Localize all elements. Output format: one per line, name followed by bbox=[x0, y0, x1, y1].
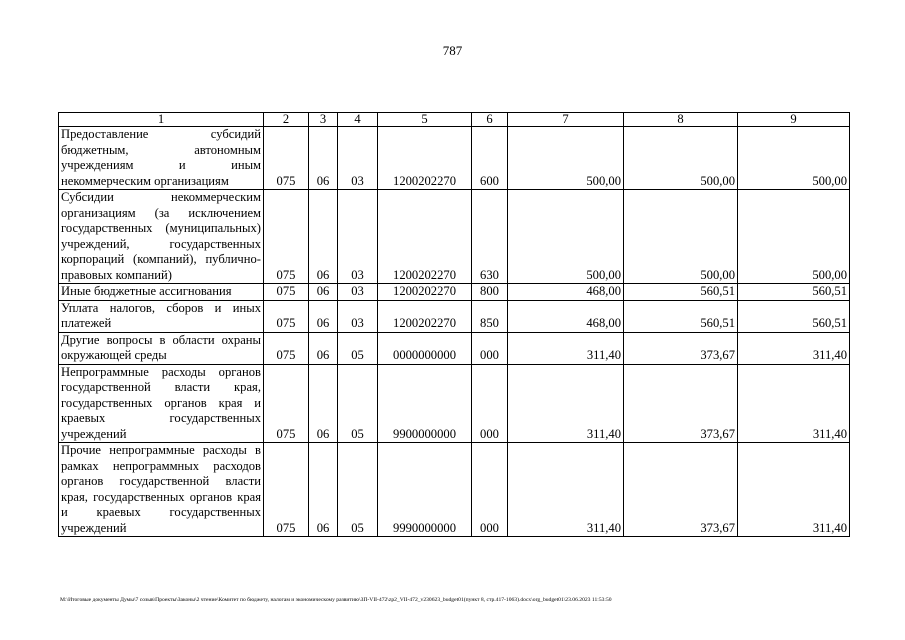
table-row bbox=[59, 364, 850, 443]
cell-col5: 1200202270 bbox=[378, 190, 472, 284]
cell-col2: 075 bbox=[264, 127, 309, 190]
cell-col9: 500,00 bbox=[738, 190, 850, 284]
cell-col9: 560,51 bbox=[738, 284, 850, 301]
row-name: Предоставление субсидий бюджетным, автономным учреждениям и иным некоммерческим организациям bbox=[59, 127, 264, 190]
cell-col3: 06 bbox=[309, 127, 338, 190]
row-name: Иные бюджетные ассигнования bbox=[59, 284, 264, 301]
cell-col4: 05 bbox=[338, 332, 378, 364]
cell-col5: 1200202270 bbox=[378, 300, 472, 332]
cell-col8: 500,00 bbox=[624, 190, 738, 284]
cell-col5: 0000000000 bbox=[378, 332, 472, 364]
row-name: Другие вопросы в области охраны окружающей среды bbox=[59, 332, 264, 364]
column-header: 2 bbox=[264, 113, 309, 127]
cell-col8: 373,67 bbox=[624, 443, 738, 537]
cell-col9: 311,40 bbox=[738, 364, 850, 443]
table-row bbox=[59, 443, 850, 537]
cell-col9: 311,40 bbox=[738, 443, 850, 537]
cell-col3: 06 bbox=[309, 190, 338, 284]
cell-col7: 311,40 bbox=[508, 364, 624, 443]
cell-col7: 500,00 bbox=[508, 190, 624, 284]
cell-col2: 075 bbox=[264, 364, 309, 443]
cell-col8: 560,51 bbox=[624, 300, 738, 332]
column-header: 3 bbox=[309, 113, 338, 127]
column-header: 4 bbox=[338, 113, 378, 127]
cell-col8: 373,67 bbox=[624, 364, 738, 443]
cell-col3: 06 bbox=[309, 443, 338, 537]
cell-col6: 800 bbox=[472, 284, 508, 301]
cell-col3: 06 bbox=[309, 332, 338, 364]
column-header: 9 bbox=[738, 113, 850, 127]
cell-col8: 500,00 bbox=[624, 127, 738, 190]
column-header: 8 bbox=[624, 113, 738, 127]
column-header: 1 bbox=[59, 113, 264, 127]
cell-col4: 03 bbox=[338, 300, 378, 332]
column-header: 6 bbox=[472, 113, 508, 127]
cell-col9: 311,40 bbox=[738, 332, 850, 364]
cell-col4: 05 bbox=[338, 364, 378, 443]
table-row bbox=[59, 300, 850, 332]
cell-col2: 075 bbox=[264, 284, 309, 301]
row-name: Непрограммные расходы органов государственной власти края, государственных органов края и краевых государственных учреждений bbox=[59, 364, 264, 443]
cell-col9: 500,00 bbox=[738, 127, 850, 190]
cell-col2: 075 bbox=[264, 300, 309, 332]
cell-col4: 03 bbox=[338, 284, 378, 301]
column-header: 5 bbox=[378, 113, 472, 127]
header-row bbox=[59, 113, 850, 127]
document-path-footer: M:\Итоговые документы Думы\7 созыв\Проекты\Законы\2 чтение\Комитет по бюджету, налогам и экономическому развитию\ЗП-VII-472\zp2_VII-472_v230623_budget01(пункт 8, стр.417-1063).docx\org_budget01\23.06.2023 11:53:50 bbox=[60, 597, 612, 603]
table-row bbox=[59, 127, 850, 190]
cell-col5: 9900000000 bbox=[378, 364, 472, 443]
cell-col8: 560,51 bbox=[624, 284, 738, 301]
cell-col7: 468,00 bbox=[508, 284, 624, 301]
cell-col4: 03 bbox=[338, 127, 378, 190]
cell-col3: 06 bbox=[309, 284, 338, 301]
cell-col6: 630 bbox=[472, 190, 508, 284]
row-name: Уплата налогов, сборов и иных платежей bbox=[59, 300, 264, 332]
cell-col2: 075 bbox=[264, 190, 309, 284]
table-row bbox=[59, 190, 850, 284]
cell-col3: 06 bbox=[309, 364, 338, 443]
table-row bbox=[59, 284, 850, 301]
cell-col2: 075 bbox=[264, 332, 309, 364]
cell-col3: 06 bbox=[309, 300, 338, 332]
cell-col4: 05 bbox=[338, 443, 378, 537]
cell-col8: 373,67 bbox=[624, 332, 738, 364]
cell-col2: 075 bbox=[264, 443, 309, 537]
cell-col5: 1200202270 bbox=[378, 284, 472, 301]
cell-col6: 000 bbox=[472, 443, 508, 537]
cell-col9: 560,51 bbox=[738, 300, 850, 332]
cell-col4: 03 bbox=[338, 190, 378, 284]
row-name: Прочие непрограммные расходы в рамках непрограммных расходов органов государственной власти края, государственных органов края и краевых государственных учреждений bbox=[59, 443, 264, 537]
cell-col7: 468,00 bbox=[508, 300, 624, 332]
page-number: 787 bbox=[442, 43, 463, 58]
cell-col5: 9990000000 bbox=[378, 443, 472, 537]
cell-col7: 311,40 bbox=[508, 332, 624, 364]
column-header: 7 bbox=[508, 113, 624, 127]
cell-col7: 311,40 bbox=[508, 443, 624, 537]
table-row bbox=[59, 332, 850, 364]
cell-col5: 1200202270 bbox=[378, 127, 472, 190]
cell-col6: 600 bbox=[472, 127, 508, 190]
cell-col6: 000 bbox=[472, 332, 508, 364]
cell-col6: 850 bbox=[472, 300, 508, 332]
cell-col6: 000 bbox=[472, 364, 508, 443]
cell-col7: 500,00 bbox=[508, 127, 624, 190]
budget-table bbox=[58, 112, 850, 537]
row-name: Субсидии некоммерческим организациям (за исключением государственных (муниципальных) учреждений, государственных корпораций (компаний), публично-правовых компаний) bbox=[59, 190, 264, 284]
